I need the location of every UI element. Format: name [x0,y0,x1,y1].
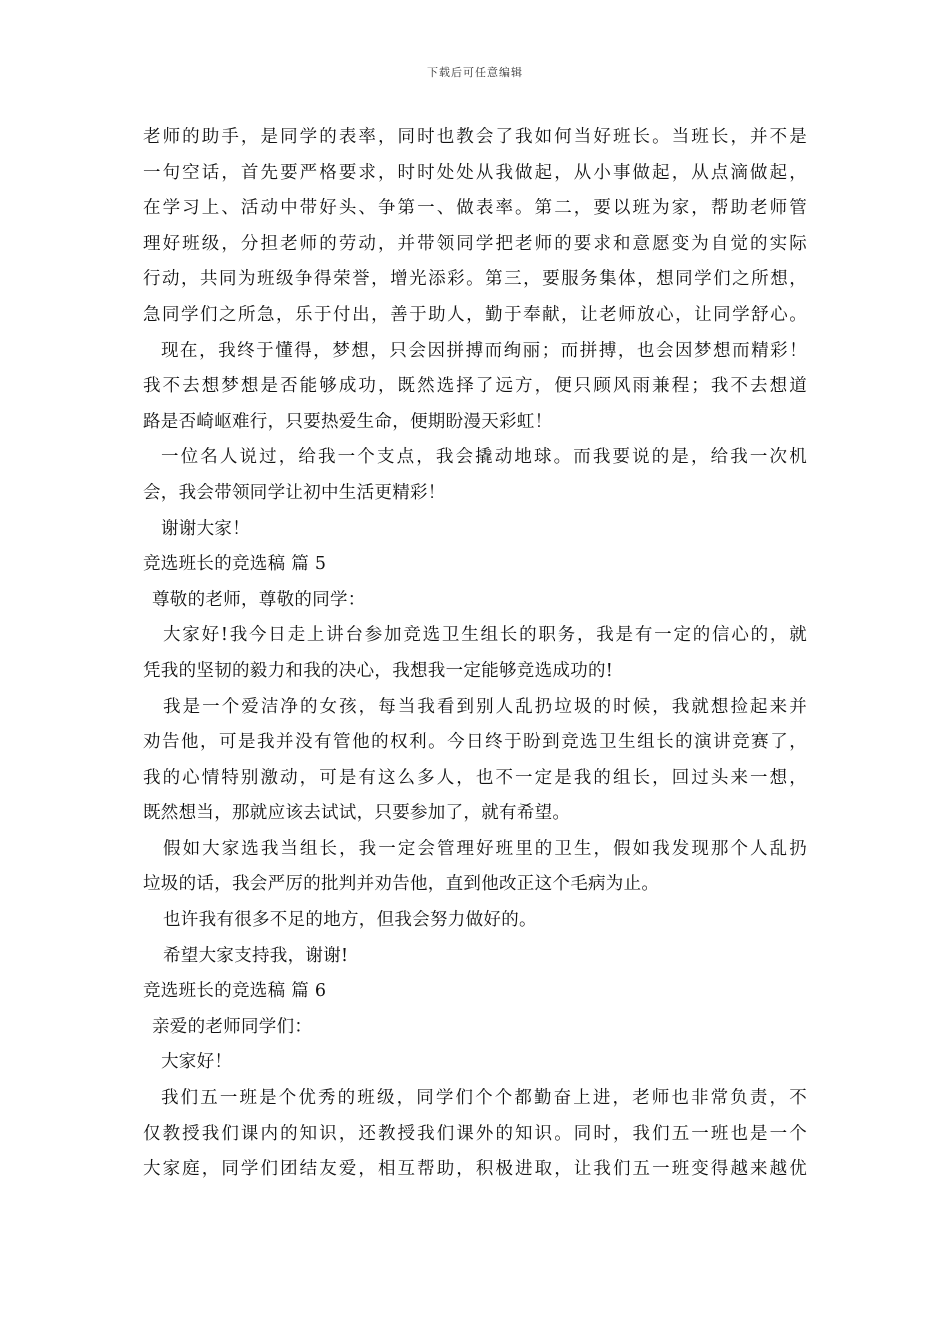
text-line: 老师的助手，是同学的表率，同时也教会了我如何当好班长。当班长，并不是 [143,127,807,147]
text-line: 急同学们之所急，乐于付出，善于助人，勤于奉献，让老师放心，让同学舒心。 [143,304,807,325]
text-line: 凭我的坚韧的毅力和我的决心，我想我一定能够竞选成功的! [143,660,614,681]
section-heading: 竞选班长的竞选稿 篇 6 [143,981,327,1002]
salutation: 亲爱的老师同学们： [152,1016,313,1037]
paragraph-start: 我是一个爱洁净的女孩，每当我看到别人乱扔垃圾的时候，我就想捡起来并 [163,696,807,717]
text-line: 路是否崎岖难行，只要热爱生命，便期盼漫天彩虹！ [143,411,553,432]
text-line: 垃圾的话，我会严厉的批判并劝告他，直到他改正这个毛病为止。 [143,874,660,895]
document-body [143,120,807,1188]
text-line: 我的心情特别激动，可是有这么多人，也不一定是我的组长，回过头来一想， [143,767,807,788]
text-line: 仅教授我们课内的知识，还教授我们课外的知识。同时，我们五一班也是一个 [143,1123,807,1144]
text-line: 行动，共同为班级争得荣誉，增光添彩。第三，要服务集体，想同学们之所想， [143,269,807,290]
salutation: 尊敬的老师，尊敬的同学： [152,589,366,610]
paragraph-start: 大家好!我今日走上讲台参加竞选卫生组长的职务，我是有一定的信心的，就 [163,625,807,646]
page-header: 下载后可任意编辑 [427,66,523,79]
section-heading: 竞选班长的竞选稿 篇 5 [143,554,327,575]
text-line: 会，我会带领同学让初中生活更精彩！ [143,482,446,503]
paragraph-start: 一位名人说过，给我一个支点，我会撬动地球。而我要说的是，给我一次机 [161,447,807,468]
text-line: 大家庭，同学们团结友爱，相互帮助，积极进取，让我们五一班变得越来越优 [143,1159,807,1180]
paragraph-start: 大家好！ [161,1052,233,1073]
text-line: 劝告他，可是我并没有管他的权利。今日终于盼到竞选卫生组长的演讲竞赛了， [143,732,807,753]
paragraph-start: 谢谢大家！ [161,518,250,539]
paragraph-start: 希望大家支持我，谢谢! [163,945,349,966]
text-line: 我不去想梦想是否能够成功，既然选择了远方，便只顾风雨兼程；我不去想道 [143,376,807,397]
text-line: 一句空话，首先要严格要求，时时处处从我做起，从小事做起，从点滴做起， [143,162,807,183]
text-line: 既然想当，那就应该去试试，只要参加了，就有希望。 [143,803,571,824]
paragraph-start: 假如大家选我当组长，我一定会管理好班里的卫生，假如我发现那个人乱扔 [163,838,807,859]
text-line: 理好班级，分担老师的劳动，并带领同学把老师的要求和意愿变为自觉的实际 [143,233,807,254]
paragraph-start: 我们五一班是个优秀的班级，同学们个个都勤奋上进，老师也非常负责，不 [161,1088,807,1109]
text-line: 在学习上、活动中带好头、争第一、做表率。第二，要以班为家，帮助老师管 [143,198,807,219]
paragraph-start: 现在，我终于懂得，梦想，只会因拼搏而绚丽；而拼搏，也会因梦想而精彩！ [161,340,807,361]
paragraph-start: 也许我有很多不足的地方，但我会努力做好的。 [163,910,537,931]
